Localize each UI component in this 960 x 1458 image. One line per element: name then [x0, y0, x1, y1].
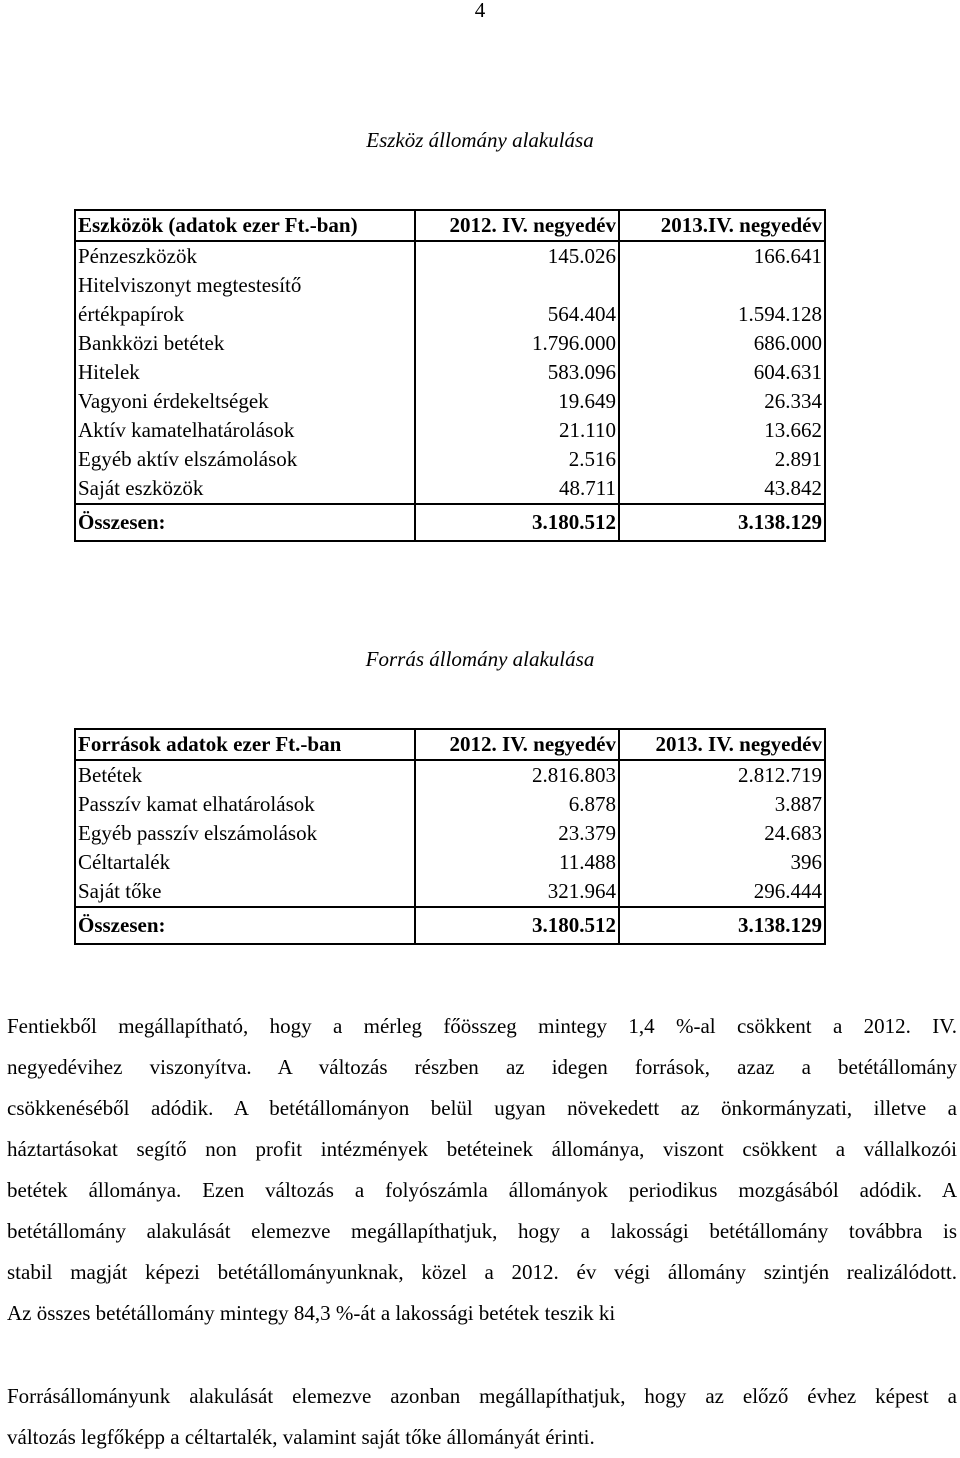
- paragraph-line: Az összes betétállomány mintegy 84,3 %-át a lakossági betétek teszik ki: [7, 1301, 616, 1325]
- table-header-row: [75, 210, 825, 241]
- value-2012: 1.796.000: [415, 329, 619, 358]
- value-2012: 2.516: [415, 445, 619, 474]
- row-label: Céltartalék: [78, 850, 171, 874]
- value-2012: 11.488: [415, 848, 619, 877]
- row-label: Saját eszközök: [78, 476, 204, 500]
- row-label-line1: Hitelviszonyt megtestesítő: [78, 273, 302, 297]
- total-label: Összesen:: [75, 504, 415, 541]
- value-2012: 2.816.803: [415, 760, 619, 790]
- page-number: 4: [474, 0, 486, 22]
- value-2013: 13.662: [619, 416, 825, 445]
- table-row: [75, 241, 825, 271]
- paragraph-line: betétállomány alakulását elemezve megállapíthatjuk, hogy a lakossági betétállomány továbbra is: [7, 1219, 957, 1243]
- row-label: Pénzeszközök: [78, 244, 197, 268]
- row-label: Passzív kamat elhatárolások: [78, 792, 315, 816]
- table-row: [75, 387, 825, 416]
- table-row: [75, 790, 825, 819]
- sources-section-title: Forrás állomány alakulása: [365, 647, 595, 671]
- paragraph-line: Forrásállományunk alakulását elemezve azonban megállapíthatjuk, hogy az előző évhez képest a: [7, 1384, 957, 1408]
- column-header-2012: 2012. IV. negyedév: [415, 729, 619, 760]
- value-2012: 19.649: [415, 387, 619, 416]
- sources-paragraph: [7, 1376, 957, 1458]
- value-2013: 686.000: [619, 329, 825, 358]
- value-2013: 3.887: [619, 790, 825, 819]
- column-header-2012: 2012. IV. negyedév: [415, 210, 619, 241]
- value-2013: 2.812.719: [619, 760, 825, 790]
- column-header-2013: 2013.IV. negyedév: [619, 210, 825, 241]
- total-row: [75, 907, 825, 944]
- value-2013: 396: [619, 848, 825, 877]
- table-row: [75, 416, 825, 445]
- total-2013: 3.138.129: [619, 907, 825, 944]
- value-2012: 321.964: [415, 877, 619, 907]
- value-2013: 43.842: [619, 474, 825, 504]
- row-label: Aktív kamatelhatárolások: [78, 418, 295, 442]
- value-2012: 145.026: [415, 241, 619, 271]
- total-2012: 3.180.512: [415, 907, 619, 944]
- sources-table: [74, 728, 826, 945]
- table-row: [75, 877, 825, 907]
- row-label: Hitelek: [78, 360, 140, 384]
- table-row: [75, 760, 825, 790]
- paragraph-line: negyedévihez viszonyítva. A változás részben az idegen források, azaz a betétállomány: [7, 1055, 957, 1079]
- table-row: [75, 358, 825, 387]
- table-row: [75, 474, 825, 504]
- total-2012: 3.180.512: [415, 504, 619, 541]
- table-row: [75, 329, 825, 358]
- assets-section-title: Eszköz állomány alakulása: [366, 128, 594, 152]
- value-2012: 564.404: [415, 300, 619, 329]
- paragraph-line: stabil magját képezi betétállományunknak, közel a 2012. év végi állomány szintjén realizálódott.: [7, 1260, 957, 1284]
- value-2013: 604.631: [619, 358, 825, 387]
- value-2013: 24.683: [619, 819, 825, 848]
- value-2012: 583.096: [415, 358, 619, 387]
- column-header-label: Eszközök (adatok ezer Ft.-ban): [75, 210, 415, 241]
- row-label: Vagyoni érdekeltségek: [78, 389, 269, 413]
- table-row: [75, 445, 825, 474]
- row-label: értékpapírok: [78, 302, 185, 326]
- value-2012: 23.379: [415, 819, 619, 848]
- value-2013: 26.334: [619, 387, 825, 416]
- value-2012: 6.878: [415, 790, 619, 819]
- column-header-2013: 2013. IV. negyedév: [619, 729, 825, 760]
- value-2012: 21.110: [415, 416, 619, 445]
- value-2013: 166.641: [619, 241, 825, 271]
- value-2013: 1.594.128: [619, 300, 825, 329]
- paragraph-line: csökkenéséből adódik. A betétállományon belül ugyan növekedett az önkormányzati, illetve a: [7, 1096, 957, 1120]
- table-header-row: [75, 729, 825, 760]
- assets-table: [74, 209, 826, 542]
- table-row: [75, 848, 825, 877]
- total-2013: 3.138.129: [619, 504, 825, 541]
- row-label: Saját tőke: [78, 879, 162, 903]
- analysis-paragraph: [7, 1006, 957, 1334]
- total-label: Összesen:: [75, 907, 415, 944]
- total-row: [75, 504, 825, 541]
- paragraph-line: Fentiekből megállapítható, hogy a mérleg főösszeg mintegy 1,4 %-al csökkent a 2012. IV.: [7, 1014, 957, 1038]
- row-label: Bankközi betétek: [78, 331, 225, 355]
- table-row: [75, 819, 825, 848]
- row-label: Egyéb passzív elszámolások: [78, 821, 318, 845]
- value-2012: 48.711: [415, 474, 619, 504]
- row-label: Egyéb aktív elszámolások: [78, 447, 298, 471]
- row-label: Betétek: [78, 763, 143, 787]
- table-row: [75, 271, 825, 300]
- value-2013: 296.444: [619, 877, 825, 907]
- paragraph-line: háztartásokat segítő non profit intézmények betéteinek állománya, viszont csökkent a vállalkozói: [7, 1137, 957, 1161]
- paragraph-line: változás legfőképp a céltartalék, valamint saját tőke állományát érinti.: [7, 1425, 595, 1449]
- column-header-label: Források adatok ezer Ft.-ban: [75, 729, 415, 760]
- paragraph-line: betétek állománya. Ezen változás a folyószámla állományok periodikus mozgásából adódik. A: [7, 1178, 957, 1202]
- table-row: [75, 300, 825, 329]
- value-2013: 2.891: [619, 445, 825, 474]
